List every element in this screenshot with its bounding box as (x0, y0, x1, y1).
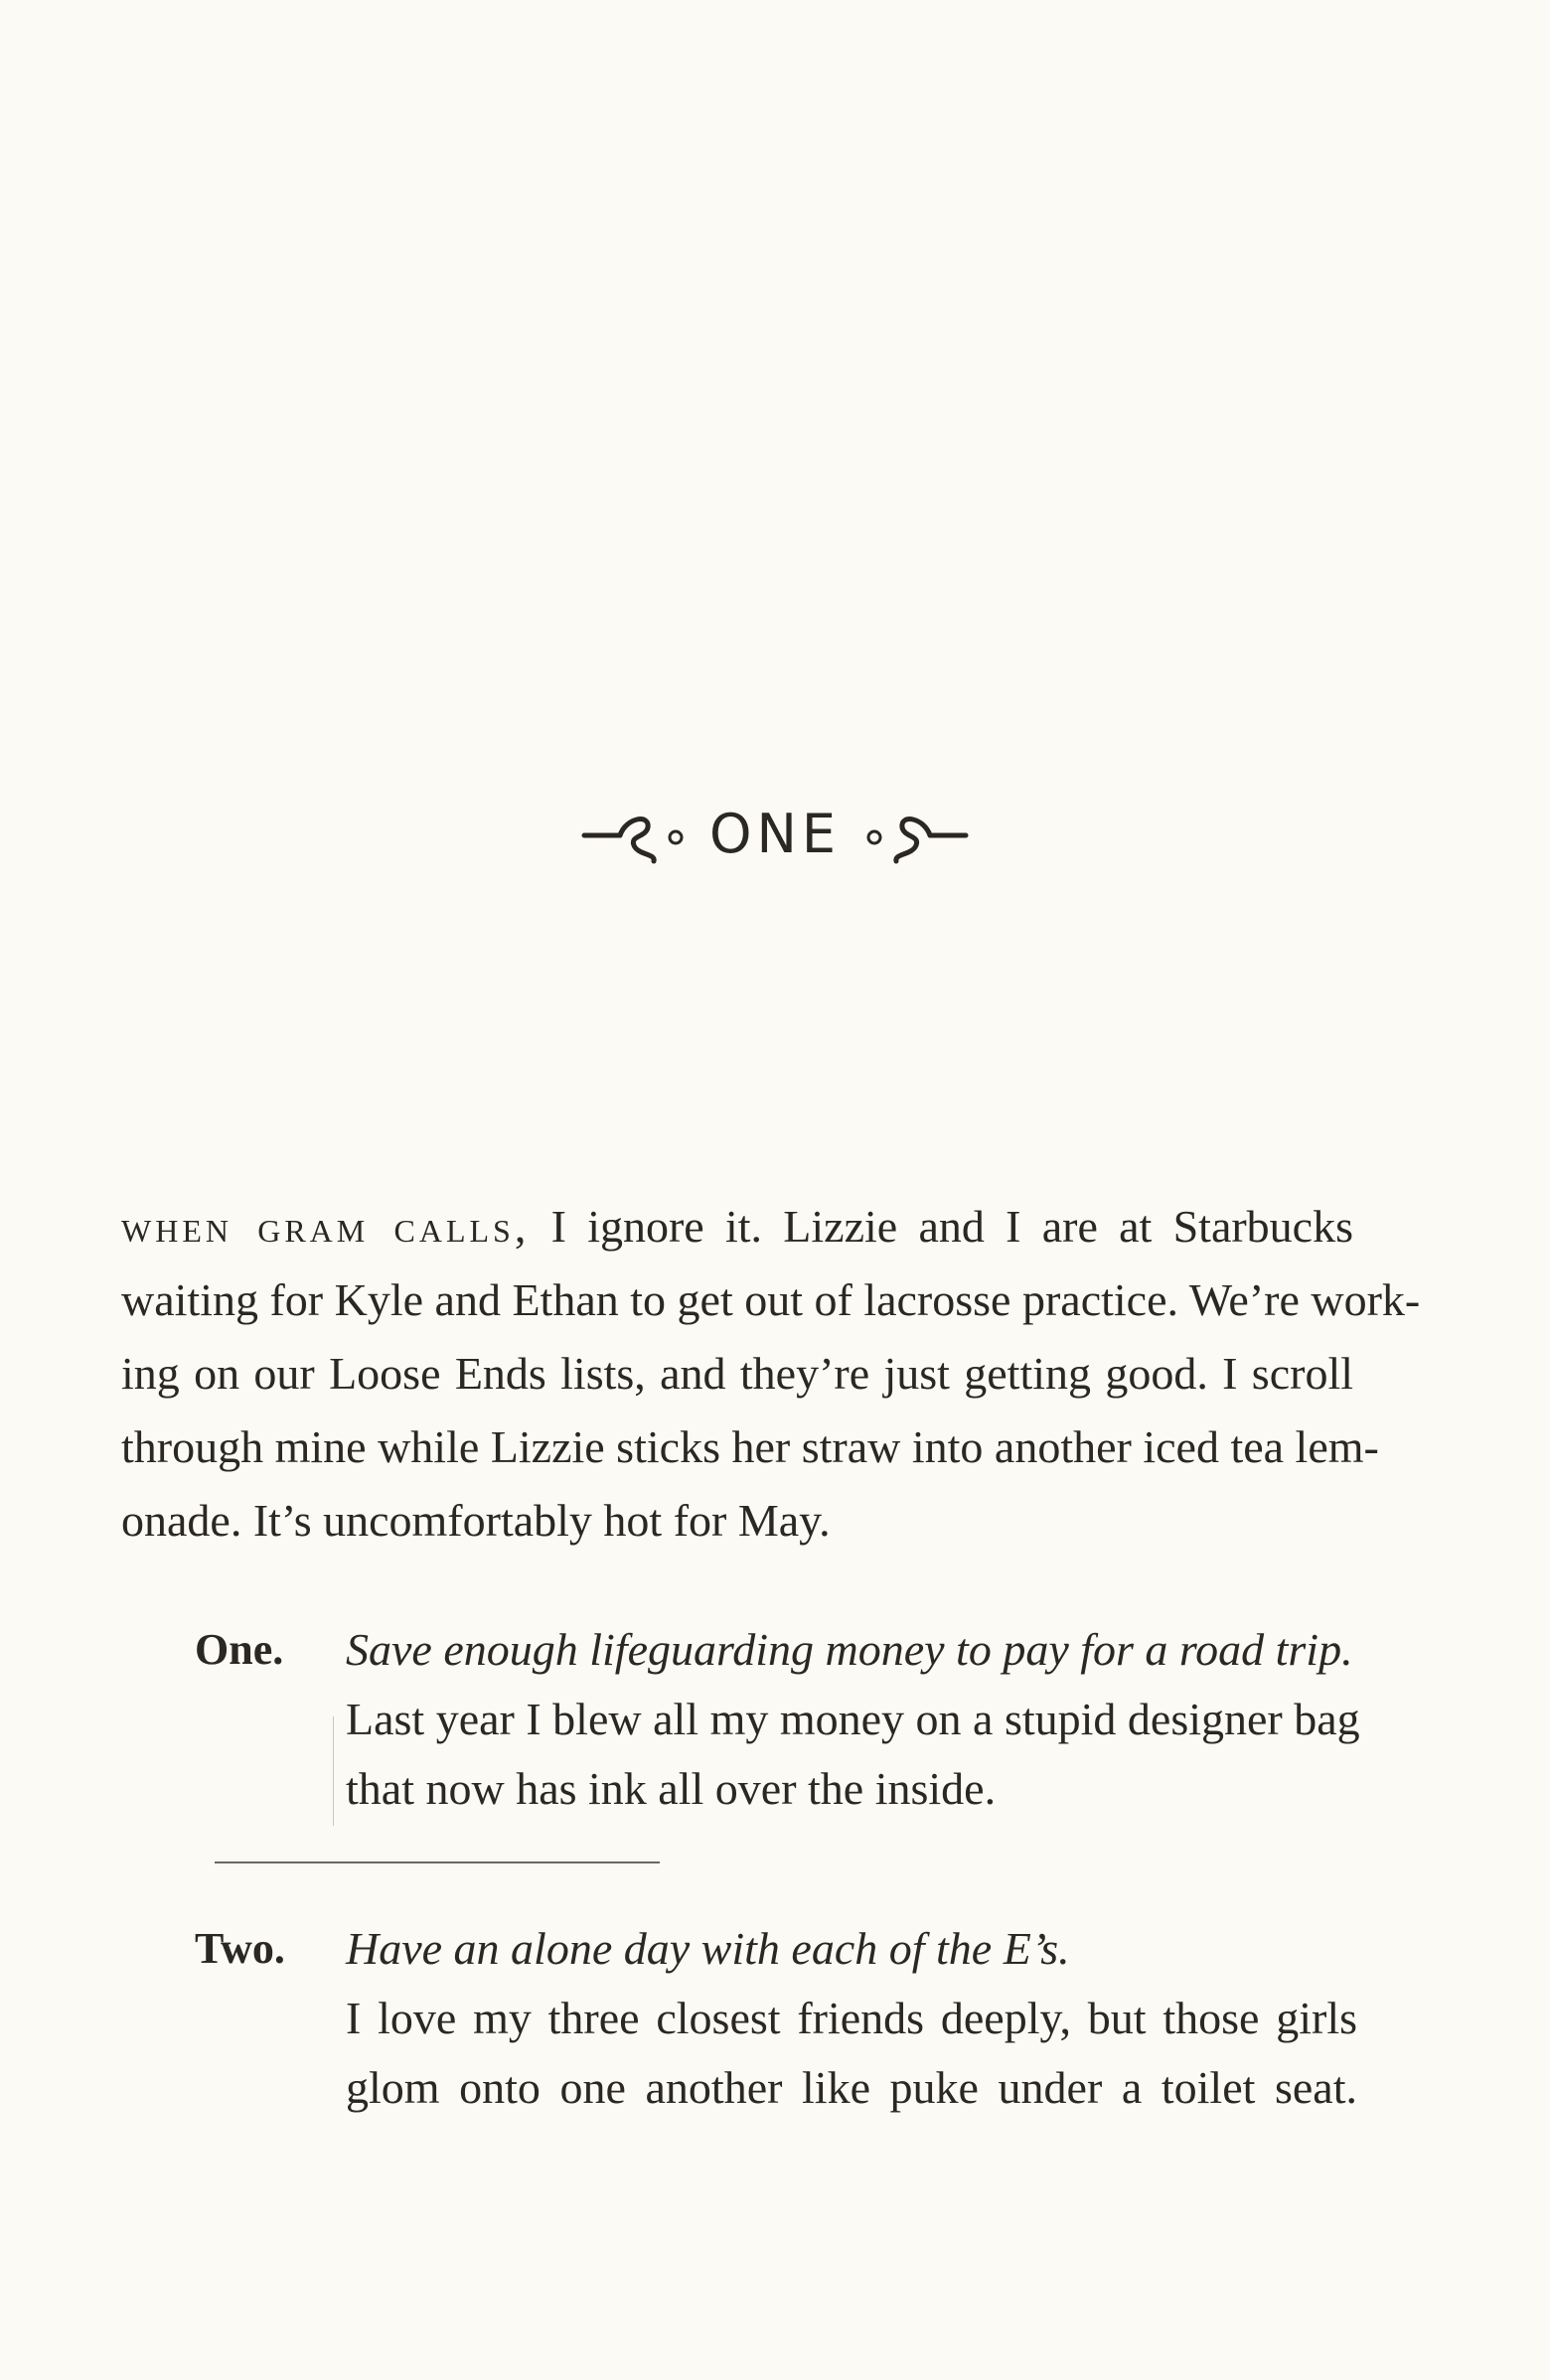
list-item-title: Save enough lifeguarding money to pay for a road trip. (346, 1624, 1353, 1675)
list-item-title: Have an alone day with each of the E’s. (346, 1923, 1070, 1974)
left-flourish-icon (580, 800, 699, 869)
description-line: I love my three closest friends deeply, but those girls (346, 1993, 1357, 2043)
pencil-mark (333, 1716, 334, 1826)
paragraph-line: onade. It’s uncomfortably hot for May. (121, 1495, 831, 1546)
paragraph-line: through mine while Lizzie sticks her straw into another iced tea lem- (121, 1421, 1379, 1472)
list-item-label: Two. (195, 1924, 285, 1973)
description-line: glom onto one another like puke under a toilet seat. (346, 2062, 1357, 2113)
paragraph-line: ing on our Loose Ends lists, and they’re just getting good. I scroll (121, 1348, 1353, 1399)
list-item-description (346, 1685, 1360, 1824)
chapter-title: ONE (708, 803, 842, 865)
chapter-heading (0, 795, 1550, 874)
list-item-body (346, 1914, 1357, 2123)
right-flourish-icon (851, 800, 970, 869)
description-line: Last year I blew all my money on a stupid designer bag (346, 1694, 1360, 1744)
paragraph-line: waiting for Kyle and Ethan to get out of lacrosse practice. We’re work- (121, 1274, 1421, 1325)
list-item-description (346, 1984, 1357, 2123)
horizontal-rule (215, 1861, 660, 1863)
list-item-body (346, 1615, 1360, 1824)
description-line: that now has ink all over the inside. (346, 1763, 997, 1814)
opening-smallcaps: when gram calls, (121, 1201, 531, 1252)
opening-paragraph (121, 1190, 1421, 1558)
paragraph-line: when gram calls, I ignore it. Lizzie and I are at Starbucks (121, 1201, 1354, 1252)
list-item-label: One. (195, 1625, 284, 1674)
